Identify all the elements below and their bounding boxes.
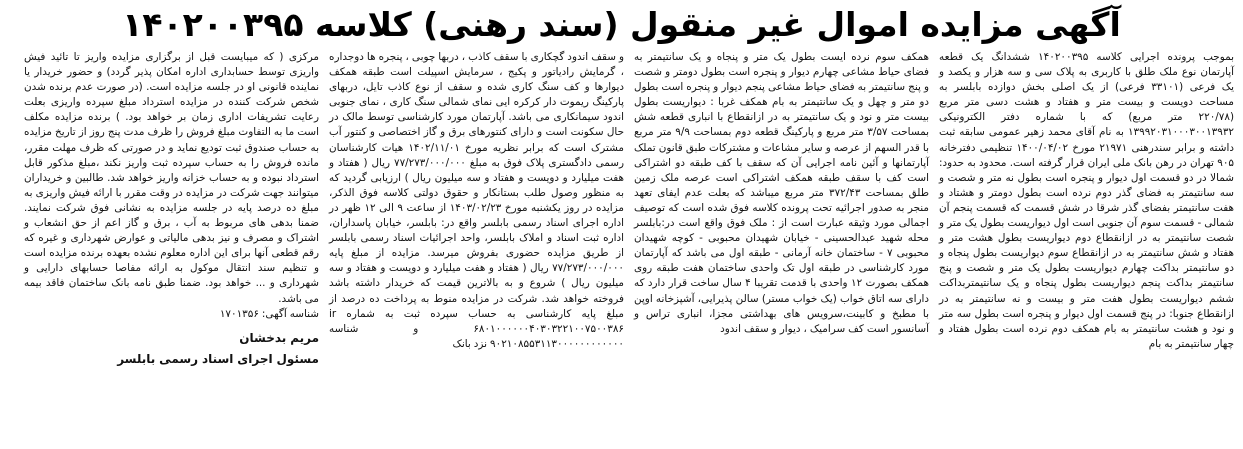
text-column-3 <box>324 50 629 447</box>
text-column-4 <box>19 50 324 447</box>
column-2-text: همکف سوم نرده ایست بطول یک متر و پنجاه و یک سانتیمتر به فضای حیاط مشاعی چهارم دیوار و پنجره است بطول دومتر و شصت و پنج سانتیمتر به فضای حیاط مشاعی پنجم دیوار و پنجره است بطول دو متر و چهل و یک سانتیمتر به بام همکف غربا : دیواریست بطول بیست متر و نود و یک سانتیمتر به در ازانقطاع با انباری قطعه شش بمساحت ۳/۵۷ متر مربع و پارکینگ قطعه دوم بمساحت ۹/۹ متر مربع با قدر السهم از عرصه و سایر مشاعات و مشترکات طبق قانون تملک آپارتمانها و آئین نامه اجرایی آن که سقف با کف طبقه دو اشتراکی است کف با سقف طبقه همکف اشتراکی است عرصه ملک زمین طلق بمساحت ۳۷۲/۴۳ متر مربع میباشد که بعلت عدم ایفای تعهد منجر به صدور اجرائیه تحت پرونده کلاسه فوق شده است که توصیف اجمالی مورد وثیقه عبارت است از : ملک فوق واقع است در:بابلسر محله شهید عبدالحسینی - خیابان شهیدان محبوبی - کوچه شهیدان محبوبی ۷ - ساختمان خانه آرمانی - طبقه اول می باشد که آپارتمان مورد کارشناسی در طبقه اول تک واحدی ساختمان هفت طبقه روی همکف بصورت ۱۲ واحدی با قدمت تقریبا ۴ سال ساخت قرار دارد که دارای سه اتاق خواب (یک خواب مستر) سالن پذیرایی، آشپزخانه اوپن با مطبخ و کابینت،سرویس های بهداشتی مجزا، انباری تراس و آسانسور است کف سرامیک ، دیوار و سقف اندود <box>634 51 930 335</box>
notice-columns <box>4 50 1239 447</box>
column-1-text: بموجب پرونده اجرایی کلاسه ۱۴۰۲۰۰۳۹۵ ششدانگ یک قطعه آپارتمان نوع ملک طلق با کاربری به پلاک سی و سه هزار و یکصد و یک فرعی (۳۳۱۰۱ فرعی) از یک اصلی بخش دوازده بابلسر به مساحت دویست و بیست متر و هفتاد و هشت دسی متر مربع (۲۲۰/۷۸ متر مربع) که با شماره دفتر الکترونیکی ۱۳۹۹۲۰۳۱۰۰۰۳۰۰۱۳۹۳۲ به نام آقای محمد زهیر عمومی سابقه ثبت داشته و برابر سندرهنی ۲۱۹۷۱ مورخ ۱۴۰۰/۰۴/۰۲ تنظیمی دفترخانه ۹۰۵ تهران در رهن بانک ملی ایران قرار گرفته است. محدود به حدود: شمالا در دو قسمت اول دیوار و پنجره است بطول نه متر و شصت و سه سانتیمتر به فضای گذر دوم نرده است بطول دومتر و هشتاد و هفت سانتیمتر بفضای گذر شرقا در شش قسمت که قسمت پنجم آن شمالی - قسمت سوم آن جنوبی است اول دیواریست بطول یک متر و شصت سانتیمتر به در ازانقطاع دوم دیواریست بطول هشت متر و هفتاد و شش سانتیمتر به در ازانقطاع سوم دیواریست بطول پنجاه و دو سانتیمتر بداکت چهارم دیواریست بطول یک متر و شصت و پنج سانتیمتر بداکت پنجم دیواریست بطول پنجاه و یک سانتیمتربداکت ششم دیواریست بطول هفت متر و بیست و نه سانتیمتر به در ازانقطاع جنوبا: در پنج قسمت اول دیوار و پنجره است بطول سه متر و نود و هشت سانتیمتر به بام همکف دوم نرده است بطول هفتاد و چهار سانتیمتر به بام <box>939 51 1235 350</box>
signature-block <box>24 328 319 370</box>
column-3-text: و سقف اندود گچکاری با سقف کاذب ، دربها چوبی ، پنجره ها دوجداره ، گرمایش رادیاتور و پکیج ، سرمایش اسپیلت است طبقه همکف دیوارها و کف سنگ کاری شده و سقف از نوع کاذب تایل، دربهای پارکینگ ریموت دار کرکره ایی نمای شمالی سنگ کاری ، نمای جنوبی اندود سیمانکاری می باشد. آپارتمان مورد کارشناسی توسط مالک در حال سکونت است و دارای کنتورهای برق و گاز اختصاصی و کنتور آب مشترک است که برابر نظریه مورخ ۱۴۰۲/۱۱/۰۱ هیات کارشناسان رسمی دادگستری پلاک فوق به مبلغ ۷۷/۲۷۳/۰۰۰/۰۰۰ ریال ( هفتاد و هفت میلیارد و دویست و هفتاد و سه میلیون ریال ) ارزیابی گردید که به منظور وصول طلب بستانکار و حقوق دولتی کلاسه فوق الذکر، مزایده در روز یکشنبه مورخ ۱۴۰۳/۰۲/۲۳ از ساعت ۹ الی ۱۲ ظهر در اداره اجرای اسناد رسمی بابلسر واقع در: بابلسر، خیابان پاسداران، اداره ثبت اسناد و املاک بابلسر، واحد اجرائیات اسناد رسمی بابلسر از طریق مزایده حضوری بفروش میرسد. مزایده از مبلغ پایه ۷۷/۲۷۳/۰۰۰/۰۰۰ ریال ( هفتاد و هفت میلیارد و دویست و هفتاد و سه میلیون ریال ) شروع و به بالاترین قیمت که خریدار داشته باشد فروخته خواهد شد. شرکت در مزایده منوط به پرداخت ده درصد از مبلغ پایه کارشناسی به حساب سپرده ثبت به شماره ir ۶۸۰۱۰۰۰۰۰۰۴۰۳۰۳۲۲۱۰۰۷۵۰۰۳۸۶ و شناسه ۹۰۲۱۰۸۵۵۳۱۱۳۰۰۰۰۰۰۰۰۰۰۰۰ نزد بانک <box>329 51 624 350</box>
column-4-text: مرکزی ( که میبایست قبل از برگزاری مزایده واریز تا تائید فیش واریزی توسط حسابداری اداره امکان پذیر گردد) و حضور خریدار یا نماینده قانونی او در جلسه مزایده است. (در صورت عدم برنده شدن شخص شرکت کننده در مزایده استرداد مبلغ سپرده واریزی بعلت رعایت تشریفات اداری زمان بر خواهد بود. ) برنده مزایده مکلف است ما به التفاوت مبلغ فروش را ظرف مدت پنج روز از تاریخ مزایده به حساب صندوق ثبت تودیع نماید و در صورتی که ظرف مهلت مقرر، مانده فروش را به حساب سپرده ثبت واریز نکند ،مبلغ مذکور قابل استرداد نبوده و به حساب خزانه واریز خواهد شد. طالبین و خریداران میتوانند جهت شرکت در مزایده در وقت مقرر با ارائه فیش واریزی به مبلغ ده درصد پایه در جلسه مزایده به نشانی فوق شرکت نمایند. ضمنا بدهی های مربوط به آب ، برق و گاز اعم از حق انشعاب و اشتراک و مصرف و نیز بدهی مالیاتی و عوارض شهرداری و غیره که رقم قطعی آنها برای این اداره معلوم نشده بعهده برنده مزایده است و تنظیم سند انتقال موکول به ارائه مفاصا حسابهای دارایی و شهرداری و ... خواهد بود. ضمنا طبق نامه بانک ساختمان فاقد بیمه می باشد. شناسه آگهی: ۱۷۰۱۳۵۶ <box>24 51 319 320</box>
notice-title: آگهی مزایده اموال غیر منقول (سند رهنی) کلاسه ۱۴۰۲۰۰۳۹۵ <box>122 5 1121 44</box>
text-column-2 <box>629 50 934 447</box>
signature-role: مسئول اجرای اسناد رسمی بابلسر <box>117 351 319 366</box>
auction-notice <box>4 2 1239 447</box>
signature-name: مریم بدخشان <box>239 330 319 345</box>
text-column-1 <box>934 50 1239 447</box>
